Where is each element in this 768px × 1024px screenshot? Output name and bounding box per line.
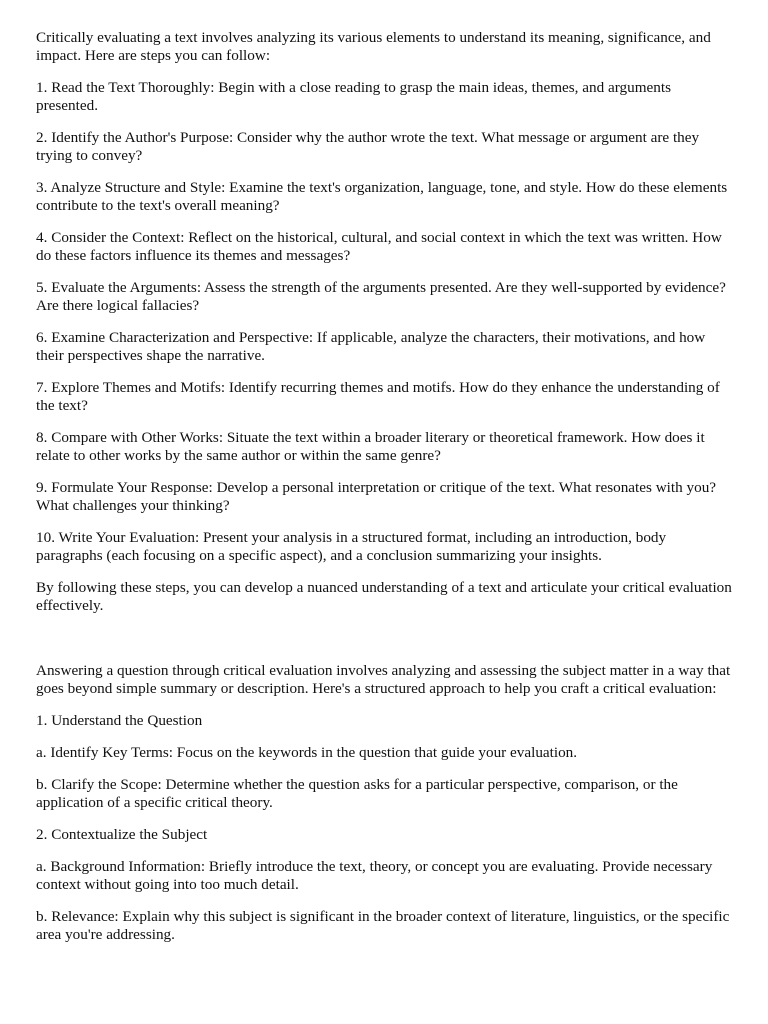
intro-paragraph: Answering a question through critical evaluation involves analyzing and assessing the subject matter in a way that goes beyond simple summary or description. Here's a structured approach to help you craft a critical evaluation: <box>36 662 731 697</box>
step-paragraph: 6. Examine Characterization and Perspective: If applicable, analyze the characters, their motivations, and how their perspectives shape the narrative. <box>36 329 706 364</box>
subheading: 1. Understand the Question <box>36 712 203 729</box>
section-gap <box>36 615 736 662</box>
section-question-evaluation <box>36 662 736 944</box>
step-paragraph: 4. Consider the Context: Reflect on the historical, cultural, and social context in which the text was written. How do these factors influence its themes and messages? <box>36 229 722 264</box>
intro-paragraph: Critically evaluating a text involves analyzing its various elements to understand its meaning, significance, and impact. Here are steps you can follow: <box>36 29 711 64</box>
step-paragraph: 2. Identify the Author's Purpose: Consider why the author wrote the text. What message or argument are they trying to convey? <box>36 129 700 164</box>
step-paragraph: 9. Formulate Your Response: Develop a personal interpretation or critique of the text. What resonates with you? What challenges your thinking? <box>36 479 717 514</box>
subheading: 2. Contextualize the Subject <box>36 826 208 843</box>
step-paragraph: 7. Explore Themes and Motifs: Identify recurring themes and motifs. How do they enhance the understanding of the text? <box>36 379 720 414</box>
step-paragraph: 1. Read the Text Thoroughly: Begin with a close reading to grasp the main ideas, themes, and arguments presented. <box>36 79 671 114</box>
sub-item-paragraph: a. Background Information: Briefly introduce the text, theory, or concept you are evaluating. Provide necessary context without going into too much detail. <box>36 858 713 893</box>
sub-item-paragraph: b. Relevance: Explain why this subject is significant in the broader context of literature, linguistics, or the specific area you're addressing. <box>36 908 730 943</box>
step-paragraph: 8. Compare with Other Works: Situate the text within a broader literary or theoretical framework. How does it relate to other works by the same author or within the same genre? <box>36 429 705 464</box>
section-text-evaluation-steps <box>36 29 736 615</box>
document-page <box>36 29 736 944</box>
step-paragraph: 5. Evaluate the Arguments: Assess the strength of the arguments presented. Are they well-supported by evidence? Are there logical fallacies? <box>36 279 726 314</box>
sub-item-paragraph: a. Identify Key Terms: Focus on the keywords in the question that guide your evaluation. <box>36 744 578 761</box>
step-paragraph: 10. Write Your Evaluation: Present your analysis in a structured format, including an introduction, body paragraphs (each focusing on a specific aspect), and a conclusion summarizing your insights. <box>36 529 667 564</box>
conclusion-paragraph: By following these steps, you can develop a nuanced understanding of a text and articulate your critical evaluation effectively. <box>36 579 732 614</box>
sub-item-paragraph: b. Clarify the Scope: Determine whether the question asks for a particular perspective, comparison, or the application of a specific critical theory. <box>36 776 678 811</box>
step-paragraph: 3. Analyze Structure and Style: Examine the text's organization, language, tone, and style. How do these elements contribute to the text's overall meaning? <box>36 179 728 214</box>
